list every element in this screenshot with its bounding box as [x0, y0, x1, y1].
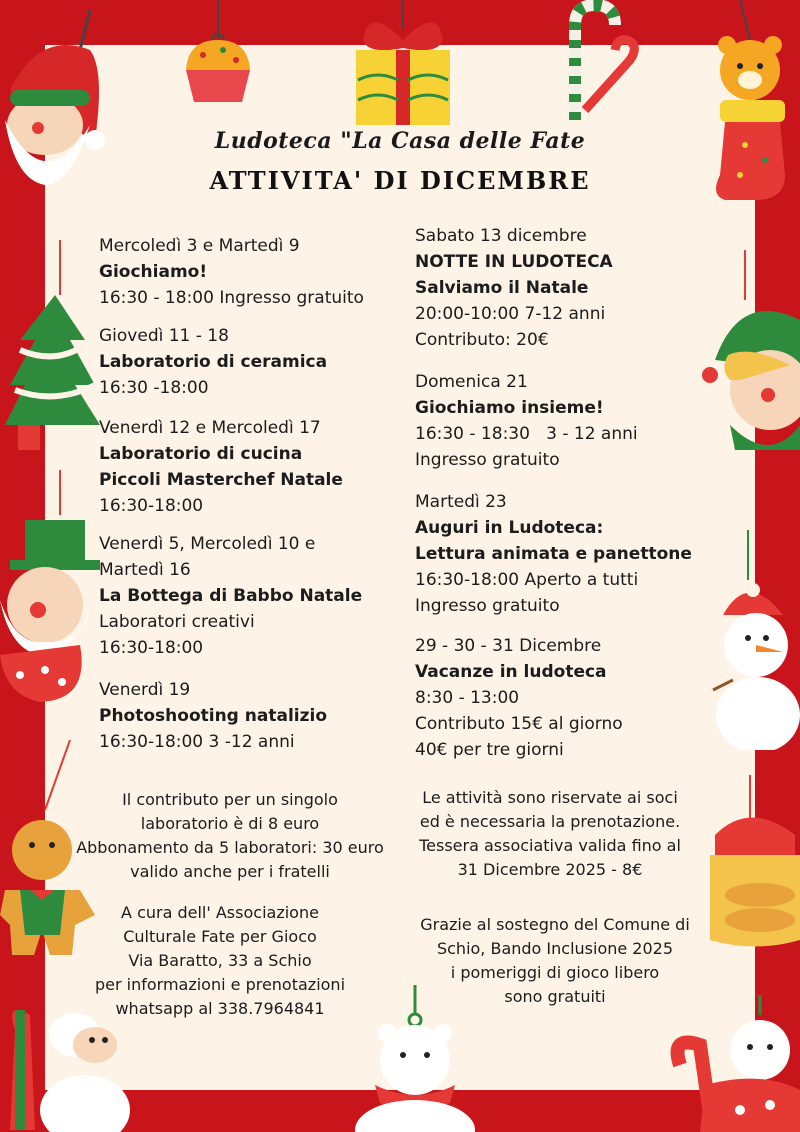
gift-ornament-icon: [348, 0, 458, 130]
activity-block: Venerdì 12 e Mercoledì 17 Laboratorio di cucina Piccoli Masterchef Natale 16:30-18:00: [99, 418, 343, 516]
activity-block: Mercoledì 3 e Martedì 9 Giochiamo! 16:30 - 18:00 Ingresso gratuito: [99, 236, 364, 308]
page-title: ATTIVITA' DI DICEMBRE: [209, 166, 591, 195]
right-activities: [415, 223, 745, 777]
lamb-icon: [660, 995, 800, 1132]
organizer-note: A cura dell' Associazione Culturale Fate per Gioco Via Baratto, 33 a Schio per informazioni e prenotazioni whatsapp al 338.7964841: [94, 903, 346, 1018]
activity-block: Sabato 13 dicembre NOTTE IN LUDOTECA Salviamo il Natale 20:00-10:00 7-12 anni Contributo: 20€: [415, 226, 613, 350]
activity-block: 29 - 30 - 31 Dicembre Vacanze in ludoteca 8:30 - 13:00 Contributo 15€ al giorno 40€ per tre giorni: [415, 636, 623, 760]
venue-name: Ludoteca "La Casa delle Fate: [214, 128, 586, 154]
thanks-note: Grazie al sostegno del Comune di Schio, Bando Inclusione 2025 i pomeriggi di gioco libero sono gratuiti: [420, 915, 690, 1006]
activity-block: Giovedì 11 - 18 Laboratorio di ceramica 16:30 -18:00: [99, 326, 328, 398]
activity-block: Venerdì 19 Photoshooting natalizio 16:30-18:00 3 -12 anni: [99, 680, 327, 752]
left-activities: [99, 233, 399, 769]
candy-cane-icon: [545, 0, 645, 125]
jam-jar-ornament-icon: [705, 775, 800, 955]
christmas-tree-ornament-icon: [0, 240, 100, 455]
activity-block: Venerdì 5, Mercoledì 10 e Martedì 16 La Bottega di Babbo Natale Laboratori creativi 16:30-18:00: [99, 534, 363, 658]
membership-note: Le attività sono riservate ai soci ed è necessaria la prenotazione. Tessera associativa valida fino al 31 Dicembre 2025 - 8€: [419, 788, 681, 879]
price-note: Il contributo per un singolo laboratorio è di 8 euro Abbonamento da 5 laboratori: 30 euro valido anche per i fratelli: [76, 790, 384, 881]
activity-block: Martedì 23 Auguri in Ludoteca: Lettura animata e panettone 16:30-18:00 Aperto a tutti Ingresso gratuito: [415, 492, 692, 616]
santa-ornament-icon: [0, 10, 110, 190]
cupcake-ornament-icon: [178, 0, 258, 110]
activity-block: Domenica 21 Giochiamo insieme! 16:30 - 18:30 3 - 12 anni Ingresso gratuito: [415, 372, 638, 470]
snowman-hat-ornament-icon: [0, 470, 100, 710]
